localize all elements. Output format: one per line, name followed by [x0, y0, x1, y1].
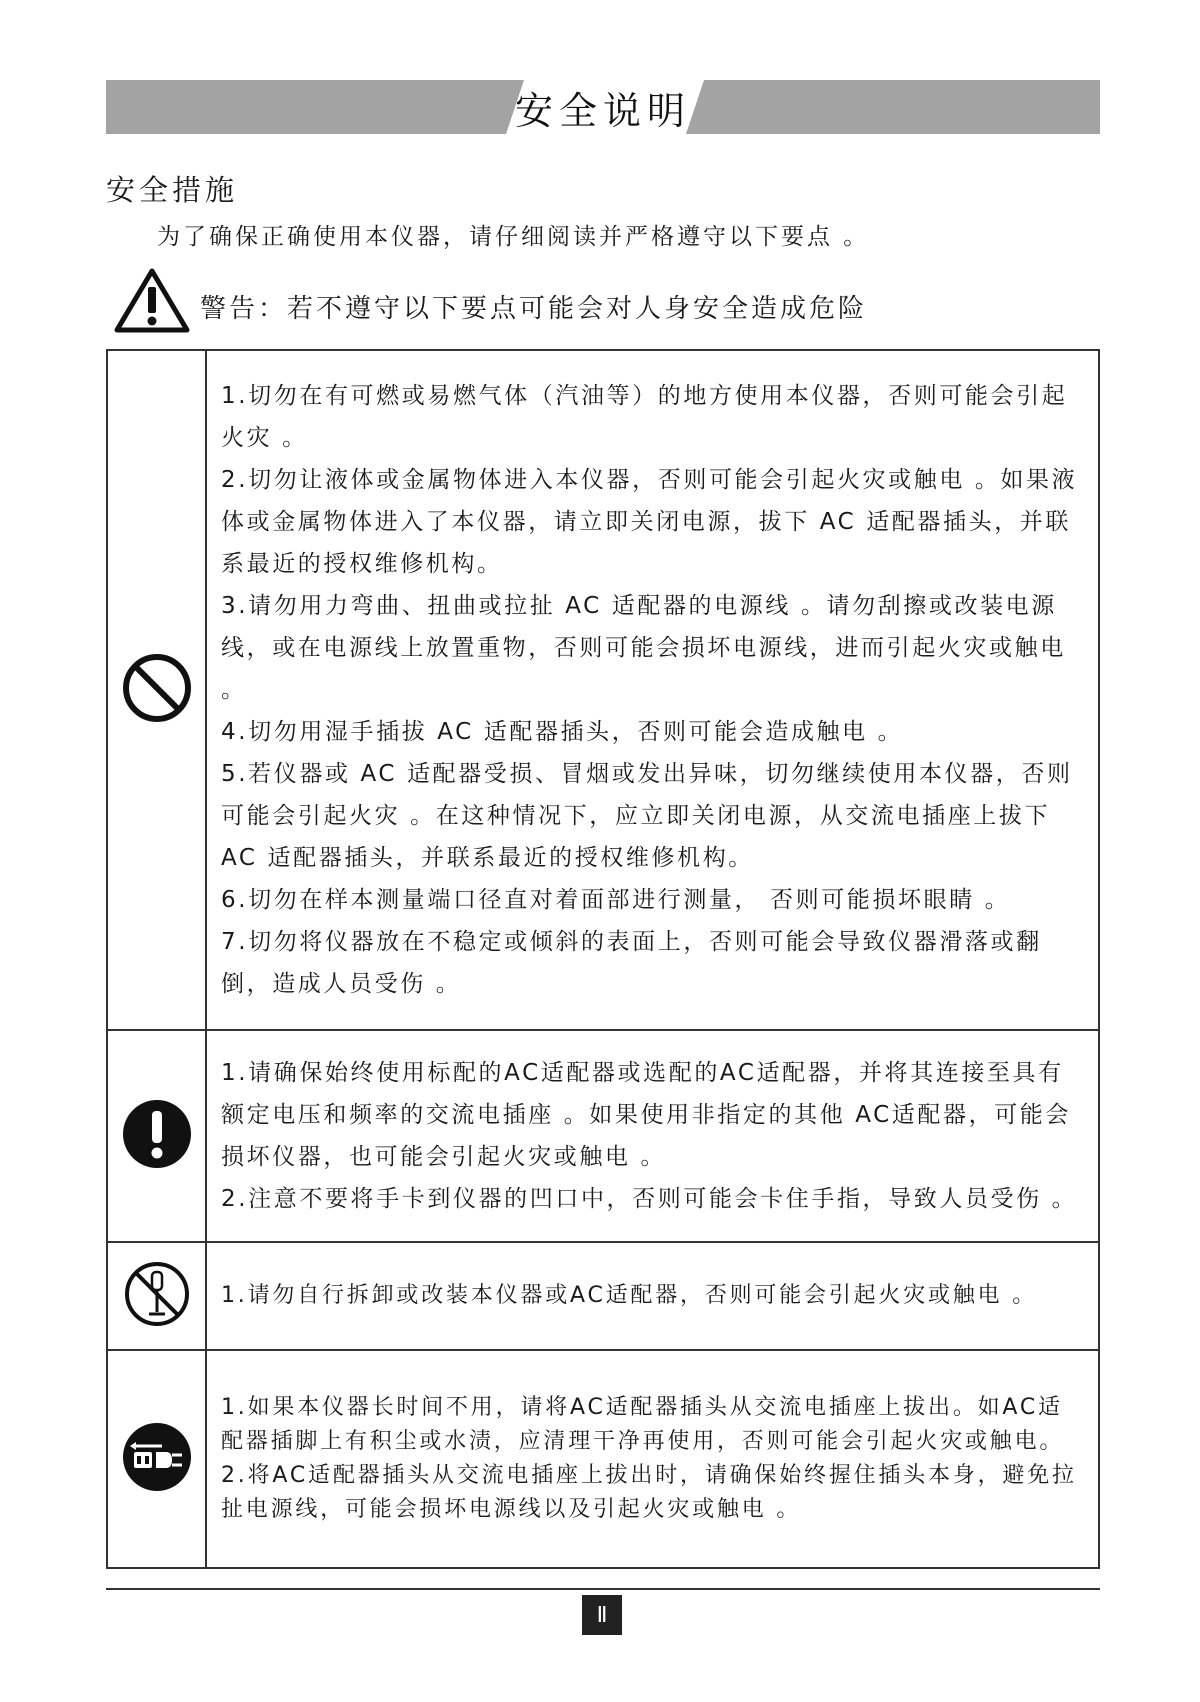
safety-item: 2.切勿让液体或金属物体进入本仪器，否则可能会引起火灾或触电 。如果液体或金属物体进入了本仪器，请立即关闭电源，拔下 AC 适配器插头，并联系最近的授权维修机构。 — [221, 467, 1078, 577]
icon-cell — [107, 350, 206, 1030]
safety-item: 1.请确保始终使用标配的AC适配器或选配的AC适配器，并将其连接至具有额定电压和频率的交流电插座 。如果使用非指定的其他 AC适配器，可能会损坏仪器，也可能会引起火灾或触电 。 — [221, 1060, 1072, 1170]
safety-item: 7.切勿将仪器放在不稳定或倾斜的表面上，否则可能会导致仪器滑落或翻倒，造成人员受伤 。 — [221, 929, 1042, 997]
safety-item: 5.若仪器或 AC 适配器受损、冒烟或发出异味，切勿继续使用本仪器，否则可能会引起火灾 。在这种情况下，应立即关闭电源，从交流电插座上拔下 AC 适配器插头，并联系最近的授权维修机构。 — [221, 761, 1073, 871]
safety-item: 6.切勿在样本测量端口径直对着面部进行测量， 否则可能损坏眼睛 。 — [221, 887, 1011, 913]
exclamation-icon — [122, 1099, 192, 1169]
icon-cell — [107, 1350, 206, 1568]
icon-cell — [107, 1242, 206, 1350]
header-band — [106, 80, 1100, 134]
safety-row-unplug — [107, 1350, 1099, 1568]
warning-triangle-icon — [114, 267, 190, 333]
warning-text: 警告：若不遵守以下要点可能会对人身安全造成危险 — [200, 293, 868, 324]
no-disassembly-icon — [123, 1260, 191, 1328]
safety-row-mandatory — [107, 1030, 1099, 1242]
prohibition-icon — [122, 653, 192, 723]
safety-row-no-disassembly — [107, 1242, 1099, 1350]
text-cell — [206, 1030, 1099, 1242]
text-cell — [206, 1350, 1099, 1568]
section-title: 安全措施 — [106, 173, 239, 207]
safety-item: 4.切勿用湿手插拔 AC 适配器插头，否则可能会造成触电 。 — [221, 719, 904, 745]
warning-banner — [114, 265, 867, 335]
page-title: 安全说明 — [514, 88, 691, 133]
safety-item: 1.请勿自行拆卸或改装本仪器或AC适配器，否则可能会引起火灾或触电 。 — [221, 1283, 1038, 1308]
text-cell — [206, 1242, 1099, 1350]
safety-item: 2.注意不要将手卡到仪器的凹口中，否则可能会卡住手指，导致人员受伤 。 — [221, 1186, 1078, 1212]
safety-item: 1.如果本仪器长时间不用，请将AC适配器插头从交流电插座上拔出。如AC适配器插脚上有积尘或水渍，应清理干净再使用，否则可能会引起火灾或触电。 — [221, 1395, 1065, 1454]
footer-divider — [106, 1588, 1100, 1590]
safety-table — [106, 349, 1100, 1569]
safety-item: 2.将AC适配器插头从交流电插座上拔出时，请确保始终握住插头本身，避免拉扯电源线，可能会损坏电源线以及引起火灾或触电 。 — [221, 1463, 1077, 1522]
page-number: Ⅱ — [582, 1595, 622, 1635]
icon-cell — [107, 1030, 206, 1242]
text-cell — [206, 350, 1099, 1030]
unplug-icon — [122, 1422, 192, 1492]
intro-text: 为了确保正确使用本仪器，请仔细阅读并严格遵守以下要点 。 — [157, 224, 870, 250]
safety-item: 3.请勿用力弯曲、扭曲或拉扯 AC 适配器的电源线 。请勿刮擦或改装电源线，或在电源线上放置重物，否则可能会损坏电源线，进而引起火灾或触电 。 — [221, 593, 1066, 703]
safety-item: 1.切勿在有可燃或易燃气体（汽油等）的地方使用本仪器，否则可能会引起火灾 。 — [221, 383, 1068, 451]
safety-row-prohibited — [107, 350, 1099, 1030]
